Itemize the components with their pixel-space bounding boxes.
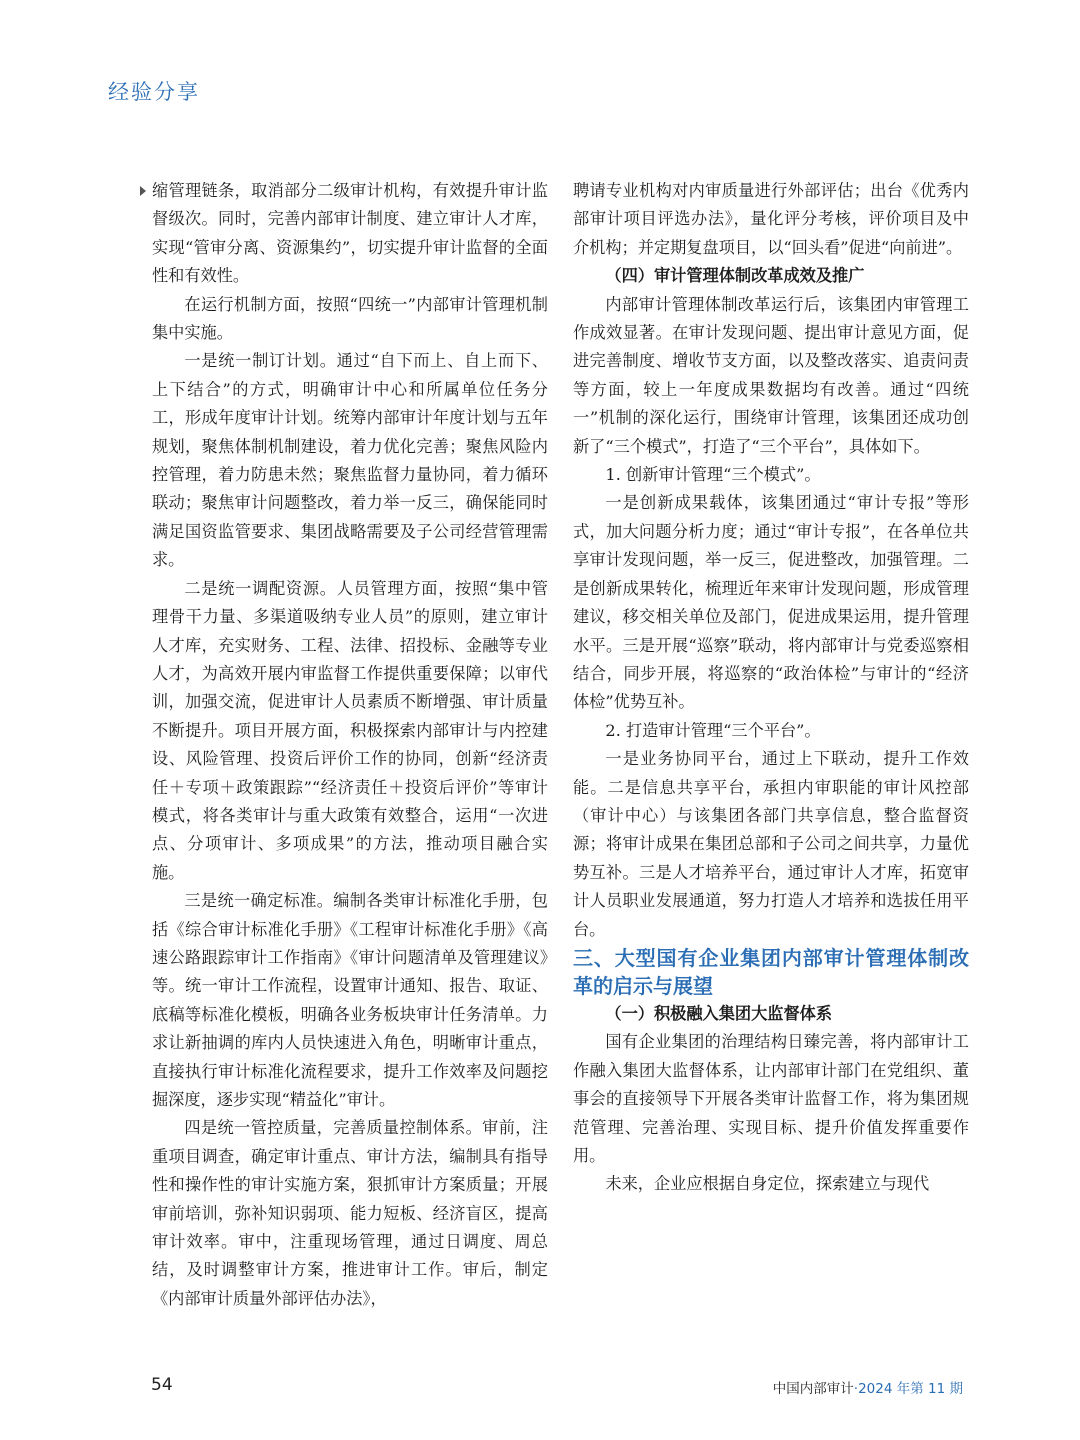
paragraph: 四是统一管控质量，完善质量控制体系。审前，注重项目调查，确定审计重点、审计方法，编制具有指导性和操作性的审计实施方案，狠抓审计方案质量；开展审前培训，弥补知识弱项、能力短板、经济盲区，提高审计效率。审中，注重现场管理，通过日调度、周总结，及时调整审计方案，推进审计工作。审后，制定《内部审计质量外部评估办法》， (152, 1118, 548, 1308)
journal-name: 中国内部审计 (772, 1381, 854, 1397)
section-heading: 三、大型国有企业集团内部审计管理体制改革的启示与展望 (573, 945, 969, 998)
paragraph: 一是创新成果载体，该集团通过“审计专报”等形式，加大问题分析力度；通过“审计专报”，在各单位共享审计发现问题，举一反三，促进整改，加强管理。二是创新成果转化，梳理近年来审计发现问题，形成管理建议，移交相关单位及部门，促进成果运用，提升管理水平。三是开展“巡察”联动，将内部审计与党委巡察相结合，同步开展，将巡察的“政治体检”与审计的“经济体检”优势互补。 (573, 493, 969, 712)
paragraph: 未来，企业应根据自身定位，探索建立与现代 (605, 1174, 930, 1194)
subsection-heading: （四）审计管理体制改革成效及推广 (605, 266, 865, 286)
paragraph: 1. 创新审计管理“三个模式”。 (605, 465, 821, 485)
page-number: 54 (151, 1375, 173, 1395)
paragraph: 缩管理链条，取消部分二级审计机构，有效提升审计监督级次。同时，完善内部审计制度、建立审计人才库，实现“管审分离、资源集约”，切实提升审计监督的全面性和有效性。 (152, 181, 548, 286)
paragraph: 三是统一确定标准。编制各类审计标准化手册，包括《综合审计标准化手册》《工程审计标准化手册》《高速公路跟踪审计工作指南》《审计问题清单及管理建议》等。统一审计工作流程，设置审计通知、报告、取证、底稿等标准化模板，明确各业务板块审计任务清单。力求让新抽调的库内人员快速进入角色，明晰审计重点，直接执行审计标准化流程要求，提升工作效率及问题挖掘深度，逐步实现“精益化”审计。 (152, 891, 548, 1109)
paragraph: 二是统一调配资源。人员管理方面，按照“集中管理骨干力量、多渠道吸纳专业人员”的原则，建立审计人才库，充实财务、工程、法律、招投标、金融等专业人才，为高效开展内审监督工作提供重要保障；以审代训，加强交流，促进审计人员素质不断增强、审计质量不断提升。项目开展方面，积极探索内部审计与内控建设、风险管理、投资后评价工作的协同，创新“经济责任＋专项＋政策跟踪”“经济责任＋投资后评价”等审计模式，将各类审计与重大政策有效整合，运用“一次进点、分项审计、多项成果”的方法，推动项目融合实施。 (152, 578, 548, 882)
paragraph: 在运行机制方面，按照“四统一”内部审计管理机制集中实施。 (152, 294, 548, 343)
section-tag: 经验分享 (108, 80, 200, 104)
left-column (152, 177, 548, 1313)
right-column (573, 177, 969, 1199)
paragraph: 一是业务协同平台，通过上下联动，提升工作效能。二是信息共享平台，承担内审职能的审计风控部（审计中心）与该集团各部门共享信息，整合监督资源；将审计成果在集团总部和子公司之间共享，力量优势互补。三是人才培养平台，通过审计人才库，拓宽审计人员职业发展通道，努力打造人才培养和选拔任用平台。 (573, 749, 969, 939)
paragraph: 聘请专业机构对内审质量进行外部评估；出台《优秀内部审计项目评选办法》，量化评分考核，评价项目及中介机构；并定期复盘项目，以“回头看”促进“向前进”。 (573, 181, 969, 257)
paragraph: 2. 打造审计管理“三个平台”。 (605, 720, 821, 740)
journal-issue: ·2024 年第 11 期 (853, 1381, 963, 1397)
journal-footer (773, 1377, 963, 1397)
continuation-arrow-icon (140, 186, 146, 196)
subsection-heading: （一）积极融入集团大监督体系 (605, 1003, 833, 1023)
paragraph: 国有企业集团的治理结构日臻完善，将内部审计工作融入集团大监督体系，让内部审计部门在党组织、董事会的直接领导下开展各类审计监督工作，将为集团规范管理、完善治理、实现目标、提升价值发挥重要作用。 (573, 1032, 969, 1165)
paragraph: 内部审计管理体制改革运行后，该集团内审管理工作成效显著。在审计发现问题、提出审计意见方面，促进完善制度、增收节支方面，以及整改落实、追责问责等方面，较上一年度成果数据均有改善。通过“四统一”机制的深化运行，围绕审计管理，该集团还成功创新了“三个模式”，打造了“三个平台”，具体如下。 (573, 294, 969, 456)
paragraph: 一是统一制订计划。通过“自下而上、自上而下、上下结合”的方式，明确审计中心和所属单位任务分工，形成年度审计计划。统筹内部审计年度计划与五年规划，聚焦体制机制建设，着力优化完善；聚焦风险内控管理，着力防患未然；聚焦监督力量协同，着力循环联动；聚焦审计问题整改，着力举一反三，确保能同时满足国资监管要求、集团战略需要及子公司经营管理需求。 (152, 351, 548, 570)
